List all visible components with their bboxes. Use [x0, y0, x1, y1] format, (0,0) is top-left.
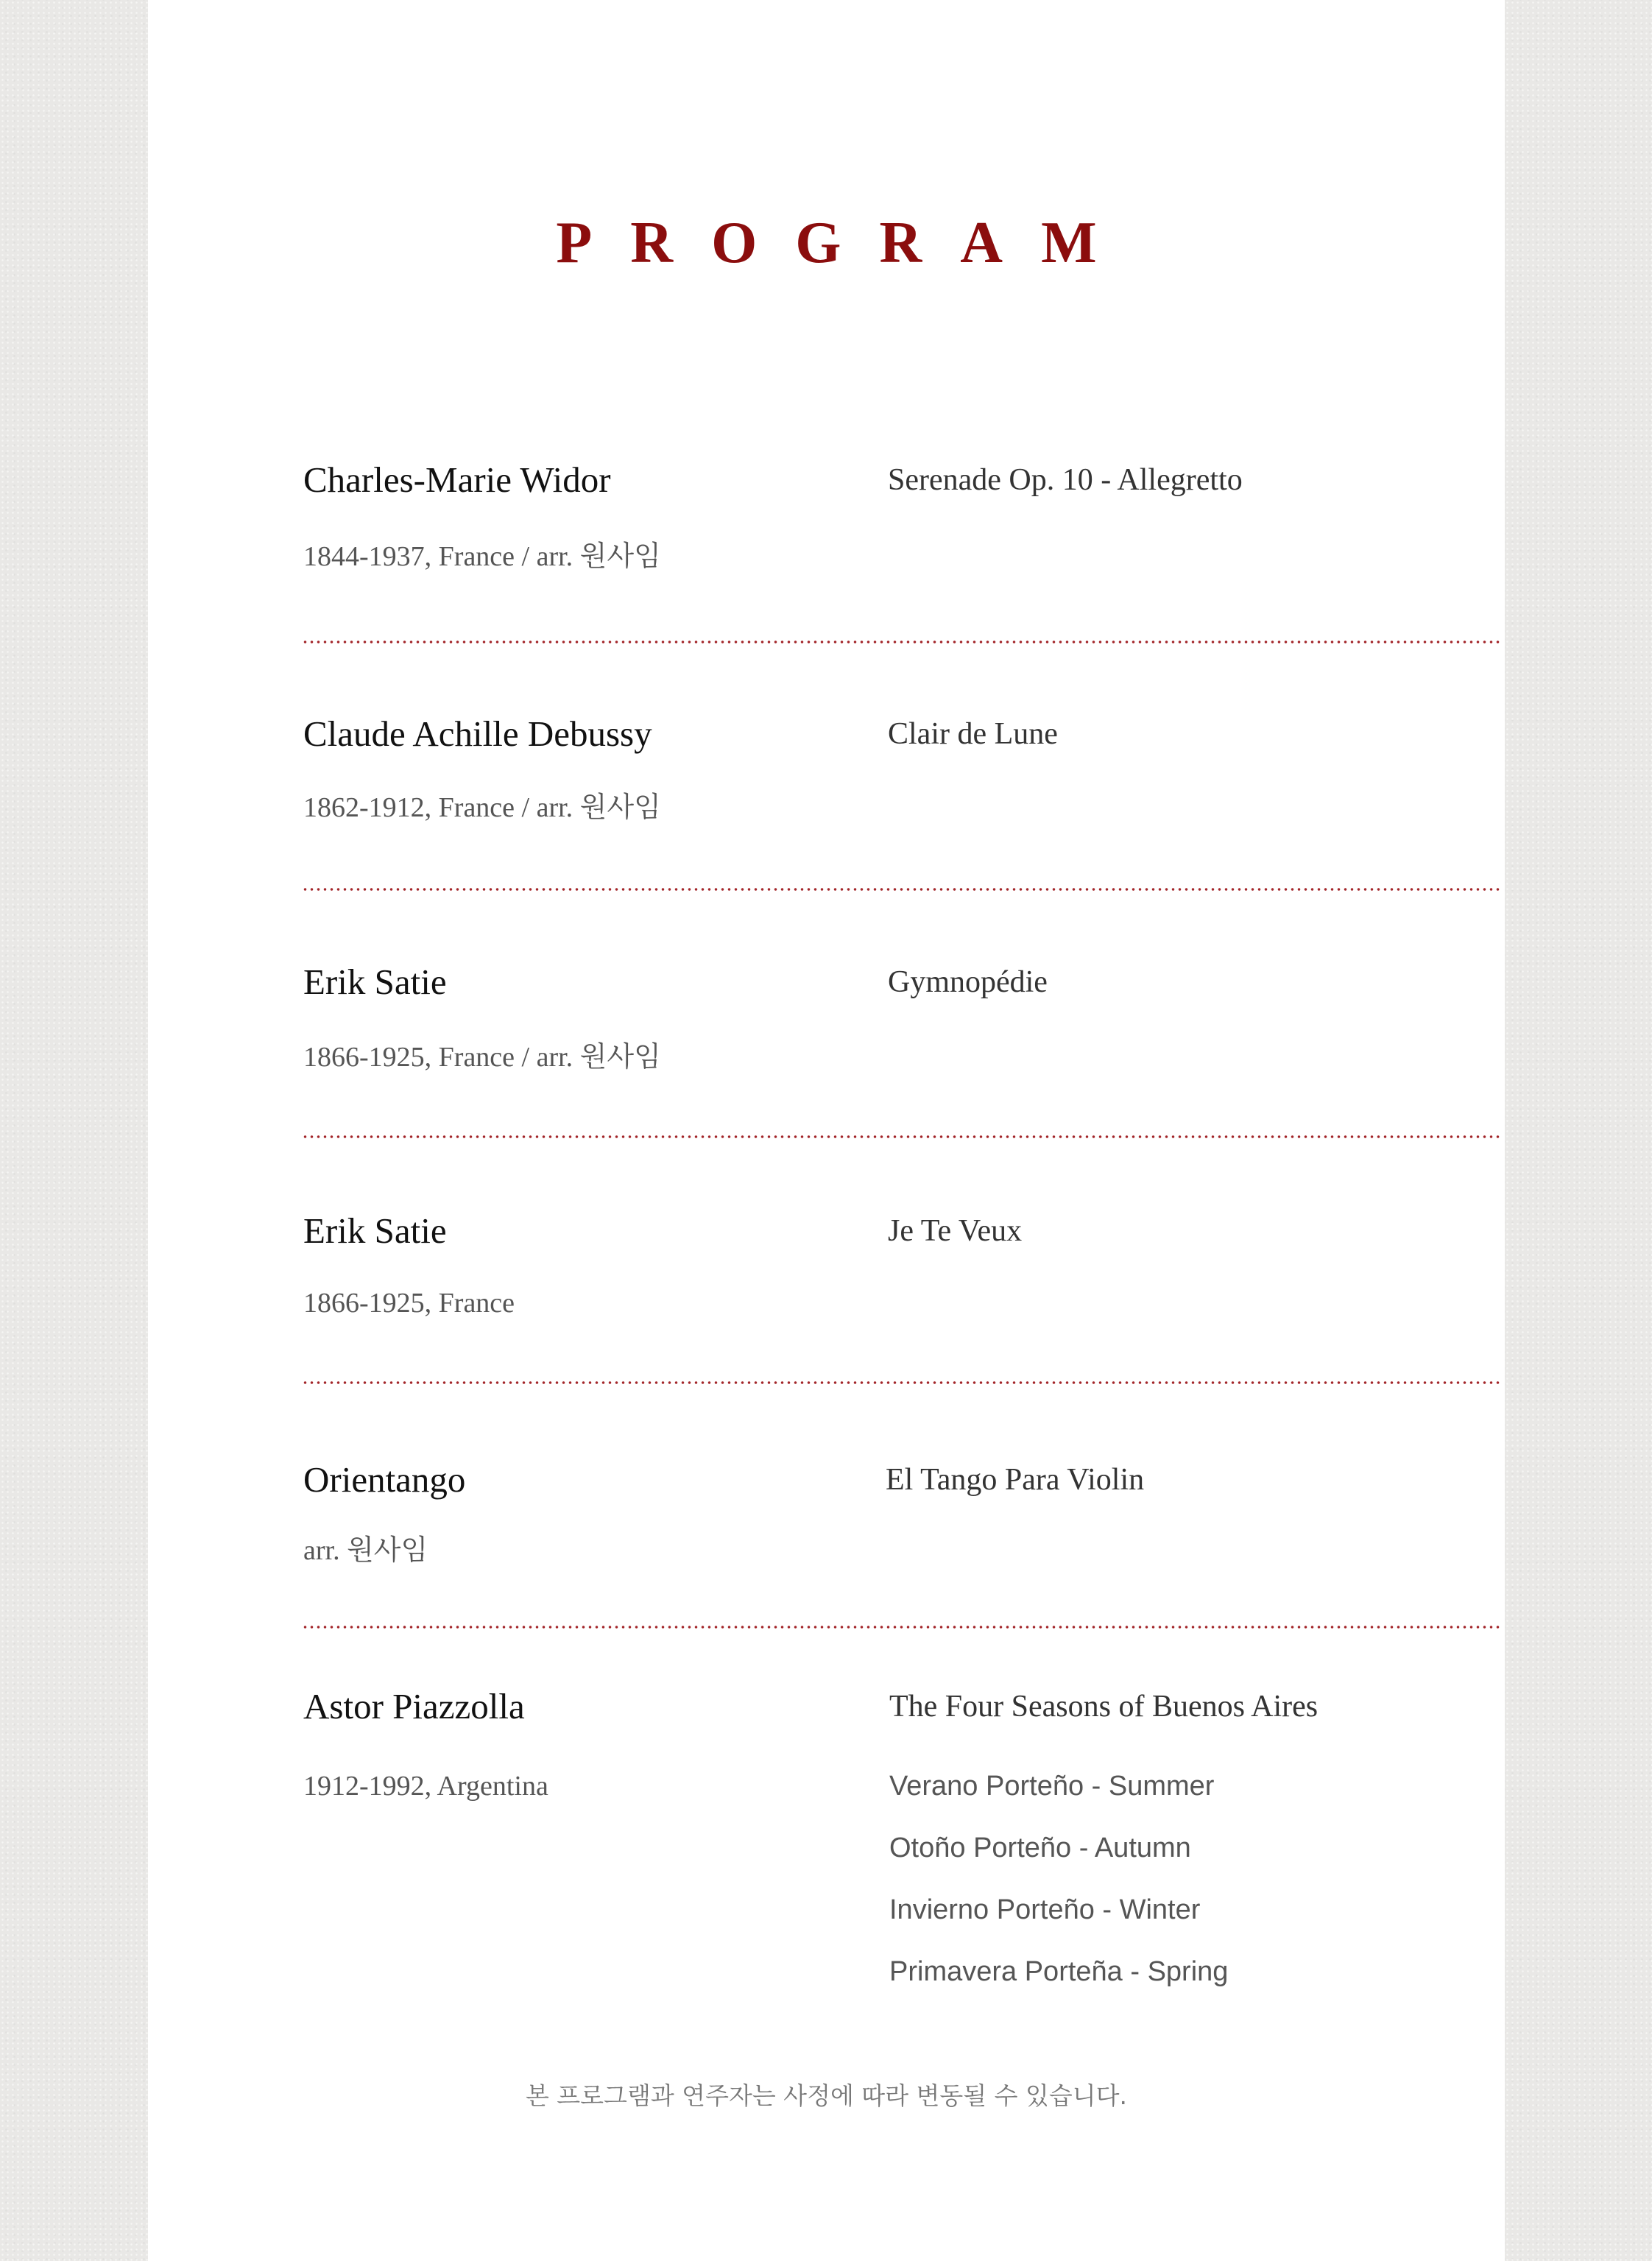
dotted-divider	[302, 641, 1500, 643]
work-title: Serenade Op. 10 - Allegretto	[888, 463, 1243, 497]
dotted-divider	[302, 1135, 1500, 1138]
composer-meta: 1866-1925, France / arr. 원사임	[303, 1042, 661, 1073]
composer-name: Erik Satie	[303, 962, 447, 1002]
dotted-divider	[302, 888, 1500, 891]
program-page	[148, 0, 1505, 2261]
work-title: El Tango Para Violin	[886, 1463, 1145, 1497]
movement-item: Verano Porteño - Summer	[889, 1771, 1215, 1802]
dotted-divider	[302, 1626, 1500, 1629]
work-title: Clair de Lune	[888, 717, 1058, 751]
dotted-divider	[302, 1381, 1500, 1384]
composer-name: Claude Achille Debussy	[303, 713, 652, 754]
change-notice: 본 프로그램과 연주자는 사정에 따라 변동될 수 있습니다.	[525, 2081, 1128, 2110]
composer-name: Astor Piazzolla	[303, 1686, 525, 1726]
composer-meta: 1866-1925, France	[303, 1288, 515, 1319]
composer-name: Charles-Marie Widor	[303, 459, 611, 500]
work-title: Gymnopédie	[888, 965, 1048, 999]
composer-name: Erik Satie	[303, 1210, 447, 1251]
movement-item: Otoño Porteño - Autumn	[889, 1833, 1191, 1863]
work-title: Je Te Veux	[888, 1214, 1023, 1248]
composer-meta: 1862-1912, France / arr. 원사임	[303, 792, 661, 823]
movement-item: Primavera Porteña - Spring	[889, 1956, 1229, 1987]
composer-name: Orientango	[303, 1459, 466, 1500]
movement-item: Invierno Porteño - Winter	[889, 1894, 1201, 1925]
page-title: PROGRAM	[556, 211, 1135, 275]
composer-meta: 1844-1937, France / arr. 원사임	[303, 541, 661, 572]
work-title: The Four Seasons of Buenos Aires	[889, 1690, 1319, 1724]
composer-meta: arr. 원사임	[303, 1535, 428, 1566]
composer-meta: 1912-1992, Argentina	[303, 1771, 548, 1802]
